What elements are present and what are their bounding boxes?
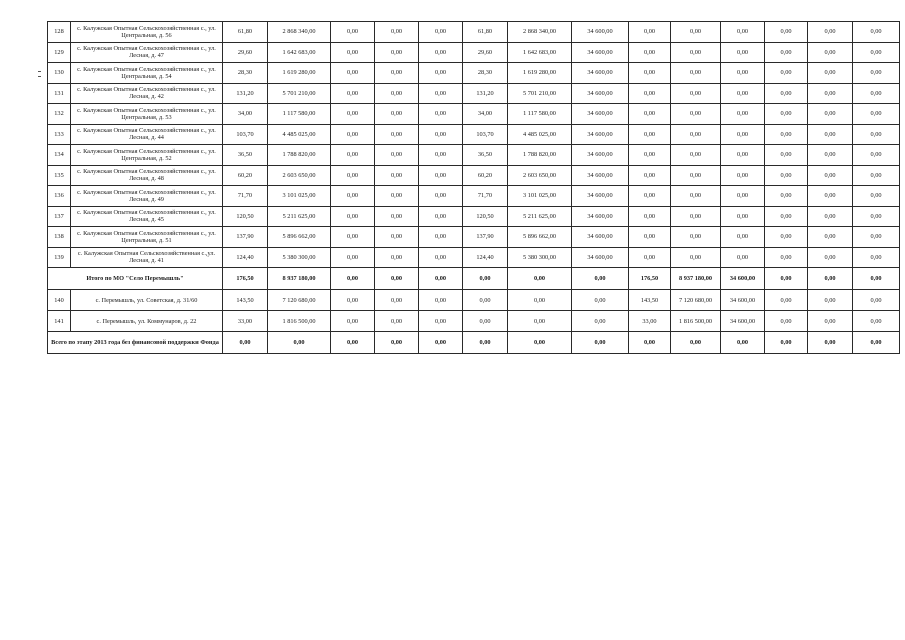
value-cell: 0,00 [808,247,853,268]
row-number-cell: 133 [48,124,71,145]
value-cell: 0,00 [375,332,419,354]
value-cell: 1 117 580,00 [508,104,572,125]
value-cell: 0,00 [419,311,463,332]
value-cell: 0,00 [721,332,765,354]
value-cell: 0,00 [671,104,721,125]
value-cell: 71,70 [463,186,508,207]
value-cell: 0,00 [572,268,629,290]
value-cell: 0,00 [629,42,671,63]
value-cell: 0,00 [463,332,508,354]
value-cell: 0,00 [721,63,765,84]
table-row [48,63,900,84]
value-cell: 0,00 [765,206,808,227]
value-cell: 0,00 [765,63,808,84]
value-cell: 0,00 [853,83,900,104]
value-cell: 137,90 [463,227,508,248]
value-cell: 8 937 180,00 [268,268,331,290]
value-cell: 0,00 [331,311,375,332]
value-cell: 0,00 [808,332,853,354]
value-cell: 0,00 [331,165,375,186]
address-cell: с. Калужская Опытная Сельскохозяйственная с., ул. Центральная, д. 53 [71,104,223,125]
value-cell: 0,00 [721,42,765,63]
value-cell: 1 619 280,00 [508,63,572,84]
value-cell: 0,00 [629,104,671,125]
value-cell: 0,00 [671,227,721,248]
address-cell: с. Перемышль, ул. Советская, д. 31/60 [71,290,223,311]
value-cell: 120,50 [463,206,508,227]
value-cell: 5 896 662,00 [508,227,572,248]
value-cell: 0,00 [853,63,900,84]
table-row [48,247,900,268]
value-cell: 0,00 [331,42,375,63]
value-cell: 0,00 [463,311,508,332]
value-cell: 0,00 [463,268,508,290]
address-cell: с. Калужская Опытная Сельскохозяйственная с., ул. Лесная, д. 42 [71,83,223,104]
value-cell: 0,00 [331,268,375,290]
table-row [48,83,900,104]
value-cell: 0,00 [671,332,721,354]
subtotal-row [48,268,900,290]
value-cell: 0,00 [853,311,900,332]
value-cell: 36,50 [223,145,268,166]
row-number-cell: 128 [48,22,71,43]
value-cell: 0,00 [808,63,853,84]
row-number-cell: 140 [48,290,71,311]
value-cell: 0,00 [721,186,765,207]
value-cell: 0,00 [419,104,463,125]
value-cell: 0,00 [508,311,572,332]
value-cell: 7 120 680,00 [268,290,331,311]
table-row [48,145,900,166]
value-cell: 1 816 500,00 [671,311,721,332]
value-cell: 34 600,00 [572,42,629,63]
value-cell: 0,00 [419,42,463,63]
value-cell: 34 600,00 [572,145,629,166]
value-cell: 0,00 [671,247,721,268]
value-cell: 0,00 [808,227,853,248]
value-cell: 0,00 [808,268,853,290]
value-cell: 0,00 [375,206,419,227]
value-cell: 0,00 [375,83,419,104]
table-row [48,290,900,311]
value-cell: 2 868 340,00 [508,22,572,43]
value-cell: 0,00 [765,247,808,268]
value-cell: 1 816 500,00 [268,311,331,332]
value-cell: 0,00 [629,165,671,186]
value-cell: 0,00 [853,165,900,186]
value-cell: 60,20 [463,165,508,186]
value-cell: 0,00 [808,311,853,332]
row-number-cell: 136 [48,186,71,207]
value-cell: 3 101 025,00 [268,186,331,207]
value-cell: 5 380 300,00 [508,247,572,268]
row-number-cell: 134 [48,145,71,166]
value-cell: 1 788 820,00 [268,145,331,166]
value-cell: 61,80 [223,22,268,43]
value-cell: 0,00 [419,165,463,186]
value-cell: 8 937 180,00 [671,268,721,290]
value-cell: 0,00 [629,186,671,207]
value-cell: 0,00 [853,186,900,207]
value-cell: 131,20 [223,83,268,104]
value-cell: 0,00 [671,22,721,43]
value-cell: 71,70 [223,186,268,207]
value-cell: 33,00 [223,311,268,332]
value-cell: 0,00 [375,124,419,145]
value-cell: 28,30 [223,63,268,84]
value-cell: 0,00 [419,247,463,268]
value-cell: 0,00 [853,104,900,125]
value-cell: 34,00 [463,104,508,125]
value-cell: 0,00 [375,22,419,43]
value-cell: 0,00 [375,311,419,332]
value-cell: 5 380 300,00 [268,247,331,268]
value-cell: 0,00 [765,42,808,63]
value-cell: 0,00 [765,22,808,43]
address-cell: с. Калужская Опытная Сельскохозяйственная с., ул. Лесная, д. 45 [71,206,223,227]
value-cell: 36,50 [463,145,508,166]
value-cell: 0,00 [629,206,671,227]
value-cell: 34 600,00 [572,22,629,43]
value-cell: 0,00 [629,124,671,145]
row-number-cell: 135 [48,165,71,186]
value-cell: 137,90 [223,227,268,248]
value-cell: 34 600,00 [572,186,629,207]
value-cell: 0,00 [765,104,808,125]
value-cell: 0,00 [808,145,853,166]
value-cell: 0,00 [765,332,808,354]
value-cell: 1 642 683,00 [508,42,572,63]
value-cell: 5 701 210,00 [508,83,572,104]
value-cell: 34 600,00 [572,63,629,84]
value-cell: 0,00 [808,83,853,104]
value-cell: 0,00 [808,124,853,145]
value-cell: 0,00 [721,124,765,145]
value-cell: 0,00 [331,22,375,43]
value-cell: 0,00 [419,332,463,354]
housing-register-table [47,21,900,354]
value-cell: 0,00 [419,268,463,290]
value-cell: 2 868 340,00 [268,22,331,43]
value-cell: 0,00 [808,186,853,207]
value-cell: 0,00 [463,290,508,311]
address-cell: с. Калужская Опытная Сельскохозяйственная с., ул. Центральная, д. 52 [71,145,223,166]
value-cell: 0,00 [375,165,419,186]
value-cell: 0,00 [765,268,808,290]
value-cell: 34 600,00 [572,165,629,186]
address-cell: с. Калужская Опытная Сельскохозяйственная с., ул. Центральная, д. 51 [71,227,223,248]
value-cell: 0,00 [765,165,808,186]
table-row [48,311,900,332]
address-cell: с. Перемышль, ул. Коммунаров, д. 22 [71,311,223,332]
row-number-cell: 139 [48,247,71,268]
row-number-cell: 138 [48,227,71,248]
value-cell: 0,00 [721,104,765,125]
value-cell: 0,00 [853,268,900,290]
value-cell: 1 117 580,00 [268,104,331,125]
value-cell: 60,20 [223,165,268,186]
value-cell: 34,00 [223,104,268,125]
value-cell: 0,00 [629,247,671,268]
value-cell: 0,00 [375,268,419,290]
value-cell: 0,00 [331,290,375,311]
value-cell: 5 211 625,00 [508,206,572,227]
row-number-cell: 129 [48,42,71,63]
value-cell: 0,00 [765,83,808,104]
total-label-cell: Итого по МО "Село Перемышль" [48,268,223,290]
value-cell: 0,00 [808,206,853,227]
value-cell: 0,00 [375,290,419,311]
value-cell: 0,00 [629,22,671,43]
value-cell: 0,00 [765,227,808,248]
value-cell: 0,00 [572,311,629,332]
value-cell: 4 485 025,00 [508,124,572,145]
value-cell: 0,00 [331,145,375,166]
value-cell: 0,00 [808,22,853,43]
value-cell: 5 896 662,00 [268,227,331,248]
value-cell: 103,70 [223,124,268,145]
value-cell: 0,00 [375,227,419,248]
value-cell: 0,00 [508,332,572,354]
value-cell: 0,00 [721,247,765,268]
row-number-cell: 131 [48,83,71,104]
grand-total-row [48,332,900,354]
value-cell: 0,00 [721,227,765,248]
value-cell: 34 600,00 [572,83,629,104]
value-cell: 0,00 [629,83,671,104]
value-cell: 0,00 [508,268,572,290]
value-cell: 0,00 [629,145,671,166]
margin-mark [38,76,41,77]
value-cell: 0,00 [671,83,721,104]
value-cell: 0,00 [268,332,331,354]
value-cell: 0,00 [765,290,808,311]
row-number-cell: 137 [48,206,71,227]
value-cell: 0,00 [331,104,375,125]
value-cell: 2 603 650,00 [508,165,572,186]
value-cell: 1 788 820,00 [508,145,572,166]
value-cell: 176,50 [223,268,268,290]
value-cell: 0,00 [572,332,629,354]
value-cell: 0,00 [853,247,900,268]
value-cell: 0,00 [331,227,375,248]
value-cell: 0,00 [853,145,900,166]
address-cell: с. Калужская Опытная Сельскохозяйственная с., ул. Лесная, д. 49 [71,186,223,207]
value-cell: 0,00 [375,247,419,268]
value-cell: 0,00 [331,124,375,145]
value-cell: 0,00 [721,83,765,104]
value-cell: 34 600,00 [721,290,765,311]
value-cell: 0,00 [375,186,419,207]
address-cell: с. Калужская Опытная Сельскохозяйственная с., ул. Лесная, д. 48 [71,165,223,186]
value-cell: 0,00 [419,186,463,207]
value-cell: 0,00 [721,145,765,166]
value-cell: 0,00 [629,332,671,354]
value-cell: 0,00 [853,332,900,354]
value-cell: 0,00 [853,22,900,43]
address-cell: с. Калужская Опытная Сельскохозяйственная с., ул. Лесная, д. 44 [71,124,223,145]
value-cell: 143,50 [629,290,671,311]
value-cell: 0,00 [331,63,375,84]
value-cell: 0,00 [853,42,900,63]
value-cell: 0,00 [572,290,629,311]
table-row [48,124,900,145]
value-cell: 0,00 [223,332,268,354]
value-cell: 0,00 [671,186,721,207]
value-cell: 0,00 [765,145,808,166]
value-cell: 1 619 280,00 [268,63,331,84]
row-number-cell: 132 [48,104,71,125]
margin-mark [38,71,41,72]
value-cell: 34 600,00 [721,268,765,290]
table-row [48,206,900,227]
table-row [48,42,900,63]
table-body [48,22,900,354]
table-row [48,104,900,125]
value-cell: 34 600,00 [572,104,629,125]
row-number-cell: 130 [48,63,71,84]
value-cell: 0,00 [375,104,419,125]
value-cell: 0,00 [671,145,721,166]
value-cell: 61,80 [463,22,508,43]
value-cell: 33,00 [629,311,671,332]
value-cell: 0,00 [765,311,808,332]
table-row [48,186,900,207]
value-cell: 176,50 [629,268,671,290]
value-cell: 0,00 [331,186,375,207]
value-cell: 131,20 [463,83,508,104]
value-cell: 29,60 [223,42,268,63]
value-cell: 34 600,00 [721,311,765,332]
value-cell: 0,00 [721,206,765,227]
value-cell: 124,40 [463,247,508,268]
value-cell: 0,00 [419,227,463,248]
value-cell: 0,00 [671,165,721,186]
value-cell: 28,30 [463,63,508,84]
value-cell: 0,00 [853,206,900,227]
value-cell: 0,00 [808,290,853,311]
value-cell: 0,00 [671,63,721,84]
value-cell: 0,00 [853,290,900,311]
value-cell: 1 642 683,00 [268,42,331,63]
value-cell: 0,00 [765,124,808,145]
value-cell: 0,00 [331,332,375,354]
value-cell: 0,00 [671,124,721,145]
value-cell: 120,50 [223,206,268,227]
value-cell: 124,40 [223,247,268,268]
value-cell: 0,00 [375,42,419,63]
value-cell: 7 120 680,00 [671,290,721,311]
value-cell: 0,00 [419,145,463,166]
value-cell: 29,60 [463,42,508,63]
value-cell: 0,00 [331,247,375,268]
table-row [48,227,900,248]
table-row [48,165,900,186]
value-cell: 0,00 [419,290,463,311]
value-cell: 34 600,00 [572,124,629,145]
value-cell: 0,00 [853,124,900,145]
value-cell: 0,00 [853,227,900,248]
value-cell: 0,00 [765,186,808,207]
value-cell: 0,00 [808,42,853,63]
value-cell: 4 485 025,00 [268,124,331,145]
table-row [48,22,900,43]
value-cell: 0,00 [375,63,419,84]
address-cell: с. Калужская Опытная Сельскохозяйственная с., ул. Лесная, д. 47 [71,42,223,63]
value-cell: 0,00 [721,165,765,186]
value-cell: 0,00 [629,63,671,84]
value-cell: 5 211 625,00 [268,206,331,227]
value-cell: 0,00 [419,83,463,104]
address-cell: с. Калужская Опытная Сельскохозяйственная с.,ул. Лесная, д. 41 [71,247,223,268]
value-cell: 0,00 [419,63,463,84]
value-cell: 5 701 210,00 [268,83,331,104]
value-cell: 0,00 [808,165,853,186]
value-cell: 34 600,00 [572,247,629,268]
value-cell: 0,00 [629,227,671,248]
value-cell: 0,00 [331,83,375,104]
value-cell: 34 600,00 [572,206,629,227]
value-cell: 0,00 [671,42,721,63]
value-cell: 0,00 [808,104,853,125]
address-cell: с. Калужская Опытная Сельскохозяйственная с., ул. Центральная, д. 56 [71,22,223,43]
value-cell: 0,00 [508,290,572,311]
value-cell: 143,50 [223,290,268,311]
value-cell: 0,00 [671,206,721,227]
value-cell: 0,00 [331,206,375,227]
value-cell: 3 101 025,00 [508,186,572,207]
value-cell: 0,00 [419,124,463,145]
row-number-cell: 141 [48,311,71,332]
value-cell: 34 600,00 [572,227,629,248]
value-cell: 2 603 650,00 [268,165,331,186]
value-cell: 0,00 [375,145,419,166]
value-cell: 103,70 [463,124,508,145]
value-cell: 0,00 [419,22,463,43]
address-cell: с. Калужская Опытная Сельскохозяйственная с., ул. Центральная, д. 54 [71,63,223,84]
value-cell: 0,00 [721,22,765,43]
total-label-cell: Всего по этапу 2013 года без финансовой поддержки Фонда [48,332,223,354]
value-cell: 0,00 [419,206,463,227]
